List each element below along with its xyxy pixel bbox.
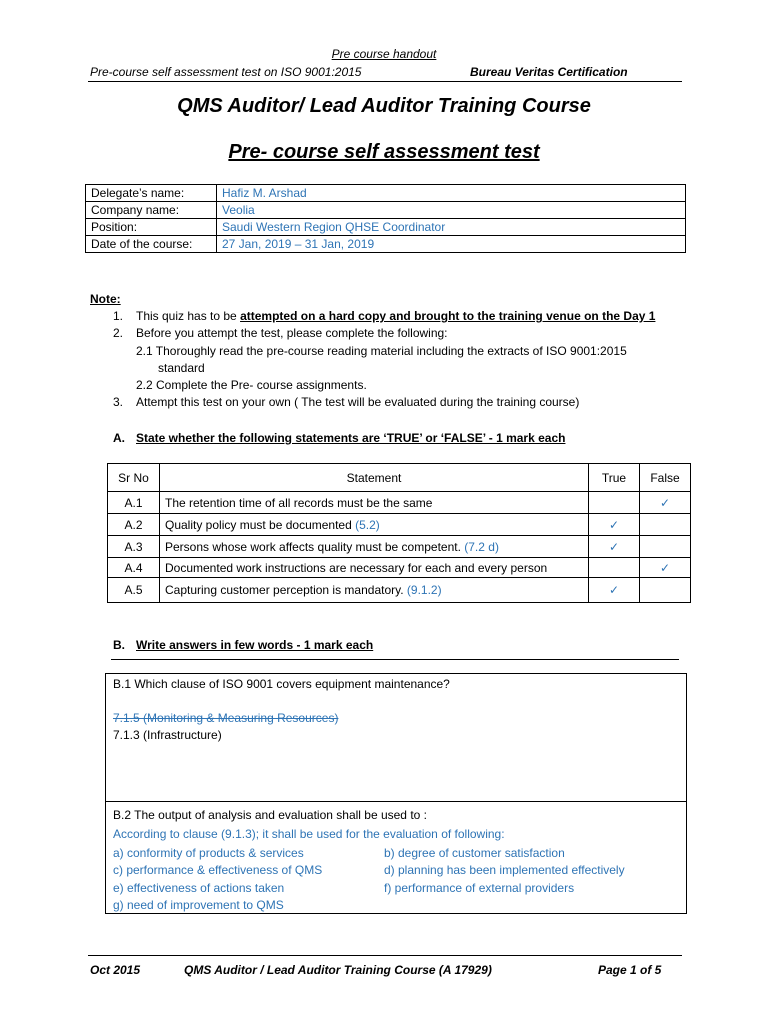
statement	[160, 578, 589, 603]
delegate-table	[85, 184, 686, 253]
note-item-2-1: 2.1 Thoroughly read the pre-course reading material including the extracts of ISO 9001:2015	[136, 344, 627, 358]
note-item-3: Attempt this test on your own ( The test will be evaluated during the training course)	[136, 395, 580, 409]
sr-no: A.5	[108, 578, 160, 603]
answer-b2-f: f) performance of external providers	[384, 881, 575, 895]
question-b1: B.1 Which clause of ISO 9001 covers equipment maintenance?	[113, 677, 450, 691]
section-a-letter: A.	[113, 431, 125, 445]
false-cell[interactable]	[640, 514, 691, 536]
note-item-2-2: 2.2 Complete the Pre- course assignments.	[136, 378, 367, 392]
clause-ref: (7.2 d)	[464, 539, 499, 554]
true-cell[interactable]: ✓	[589, 578, 640, 603]
footer-page: Page 1 of 5	[598, 963, 662, 977]
statement-text: Persons whose work affects quality must be competent.	[165, 539, 465, 554]
answer-b2-a: a) conformity of products & services	[113, 846, 304, 860]
page-subtitle: Pre- course self assessment test	[228, 141, 540, 163]
true-false-table	[107, 463, 691, 603]
handout-label: Pre course handout	[331, 47, 437, 61]
note-1-emphasis: attempted on a hard copy and brought to the training venue on the Day 1	[240, 309, 656, 323]
section-a-heading: State whether the following statements are ‘TRUE’ or ‘FALSE’ - 1 mark each	[136, 431, 566, 445]
true-cell[interactable]: ✓	[589, 536, 640, 558]
delegate-row	[86, 236, 686, 253]
delegate-label: Company name:	[86, 202, 217, 219]
true-cell[interactable]	[589, 558, 640, 578]
footer-course: QMS Auditor / Lead Auditor Training Course (A 17929)	[184, 963, 492, 977]
struck-answer-b1: 7.1.5 (Monitoring & Measuring Resources)	[113, 711, 339, 725]
statement-text: Capturing customer perception is mandatory.	[165, 583, 407, 597]
true-cell[interactable]: ✓	[589, 514, 640, 536]
sr-no: A.3	[108, 536, 160, 558]
clause-ref: (9.1.2)	[406, 583, 442, 597]
statement	[160, 536, 589, 558]
answer-box-b1	[105, 673, 687, 802]
false-cell[interactable]	[640, 578, 691, 603]
sr-no: A.4	[108, 558, 160, 578]
delegate-label: Position:	[86, 219, 217, 236]
question-b2: B.2 The output of analysis and evaluation shall be used to :	[113, 808, 427, 822]
header-rule	[88, 81, 682, 82]
table-row	[108, 536, 691, 558]
statement-text: The retention time of all records must be the same	[165, 495, 433, 510]
true-cell[interactable]	[589, 492, 640, 514]
section-b-heading: Write answers in few words - 1 mark each	[136, 638, 374, 652]
sr-no: A.2	[108, 514, 160, 536]
note-item-2-1-cont: standard	[158, 361, 205, 375]
statement	[160, 514, 589, 536]
section-b-rule	[111, 659, 679, 660]
note-num-2: 2.	[113, 326, 124, 340]
answer-b2-g: g) need of improvement to QMS	[113, 898, 284, 912]
header-left: Pre-course self assessment test on ISO 9001:2015	[90, 65, 362, 79]
note-num-1: 1.	[113, 309, 124, 323]
answer-box-b2	[105, 801, 687, 914]
false-cell[interactable]: ✓	[640, 492, 691, 514]
false-cell[interactable]	[640, 536, 691, 558]
table-row	[108, 558, 691, 578]
table-header-row	[108, 464, 691, 492]
column-header: Statement	[160, 464, 589, 492]
delegate-label: Date of the course:	[86, 236, 217, 253]
answer-b2-c: c) performance & effectiveness of QMS	[113, 863, 323, 877]
table-row	[108, 578, 691, 603]
delegate-label: Delegate’s name:	[86, 185, 217, 202]
clause-ref: (5.2)	[355, 517, 380, 532]
answer-b2-intro: According to clause (9.1.3); it shall be used for the evaluation of following:	[113, 827, 505, 841]
false-cell[interactable]: ✓	[640, 558, 691, 578]
delegate-row	[86, 219, 686, 236]
column-header: True	[589, 464, 640, 492]
table-row	[108, 492, 691, 514]
header-right: Bureau Veritas Certification	[470, 65, 628, 79]
delegate-value: 27 Jan, 2019 – 31 Jan, 2019	[217, 236, 686, 253]
delegate-value: Saudi Western Region QHSE Coordinator	[217, 219, 686, 236]
delegate-value: Veolia	[217, 202, 686, 219]
statement	[160, 492, 589, 514]
note-1-text: This quiz has to be	[136, 309, 241, 323]
statement-text: Quality policy must be documented	[165, 517, 356, 532]
footer-rule	[88, 955, 682, 956]
statement-text: Documented work instructions are necessary for each and every person	[165, 560, 548, 575]
delegate-row	[86, 185, 686, 202]
statement	[160, 558, 589, 578]
note-heading: Note:	[90, 292, 121, 306]
note-num-3: 3.	[113, 395, 124, 409]
answer-b2-b: b) degree of customer satisfaction	[384, 846, 565, 860]
answer-b1: 7.1.3 (Infrastructure)	[113, 728, 222, 742]
answer-b2-e: e) effectiveness of actions taken	[113, 881, 285, 895]
delegate-row	[86, 202, 686, 219]
column-header: Sr No	[108, 464, 160, 492]
delegate-value: Hafiz M. Arshad	[217, 185, 686, 202]
note-item-1	[136, 309, 655, 323]
footer-date: Oct 2015	[90, 963, 141, 977]
column-header: False	[640, 464, 691, 492]
table-row	[108, 514, 691, 536]
answer-b2-d: d) planning has been implemented effectively	[384, 863, 625, 877]
sr-no: A.1	[108, 492, 160, 514]
page-title: QMS Auditor/ Lead Auditor Training Course	[177, 95, 591, 117]
section-b-letter: B.	[113, 638, 125, 652]
note-item-2: Before you attempt the test, please complete the following:	[136, 326, 448, 340]
